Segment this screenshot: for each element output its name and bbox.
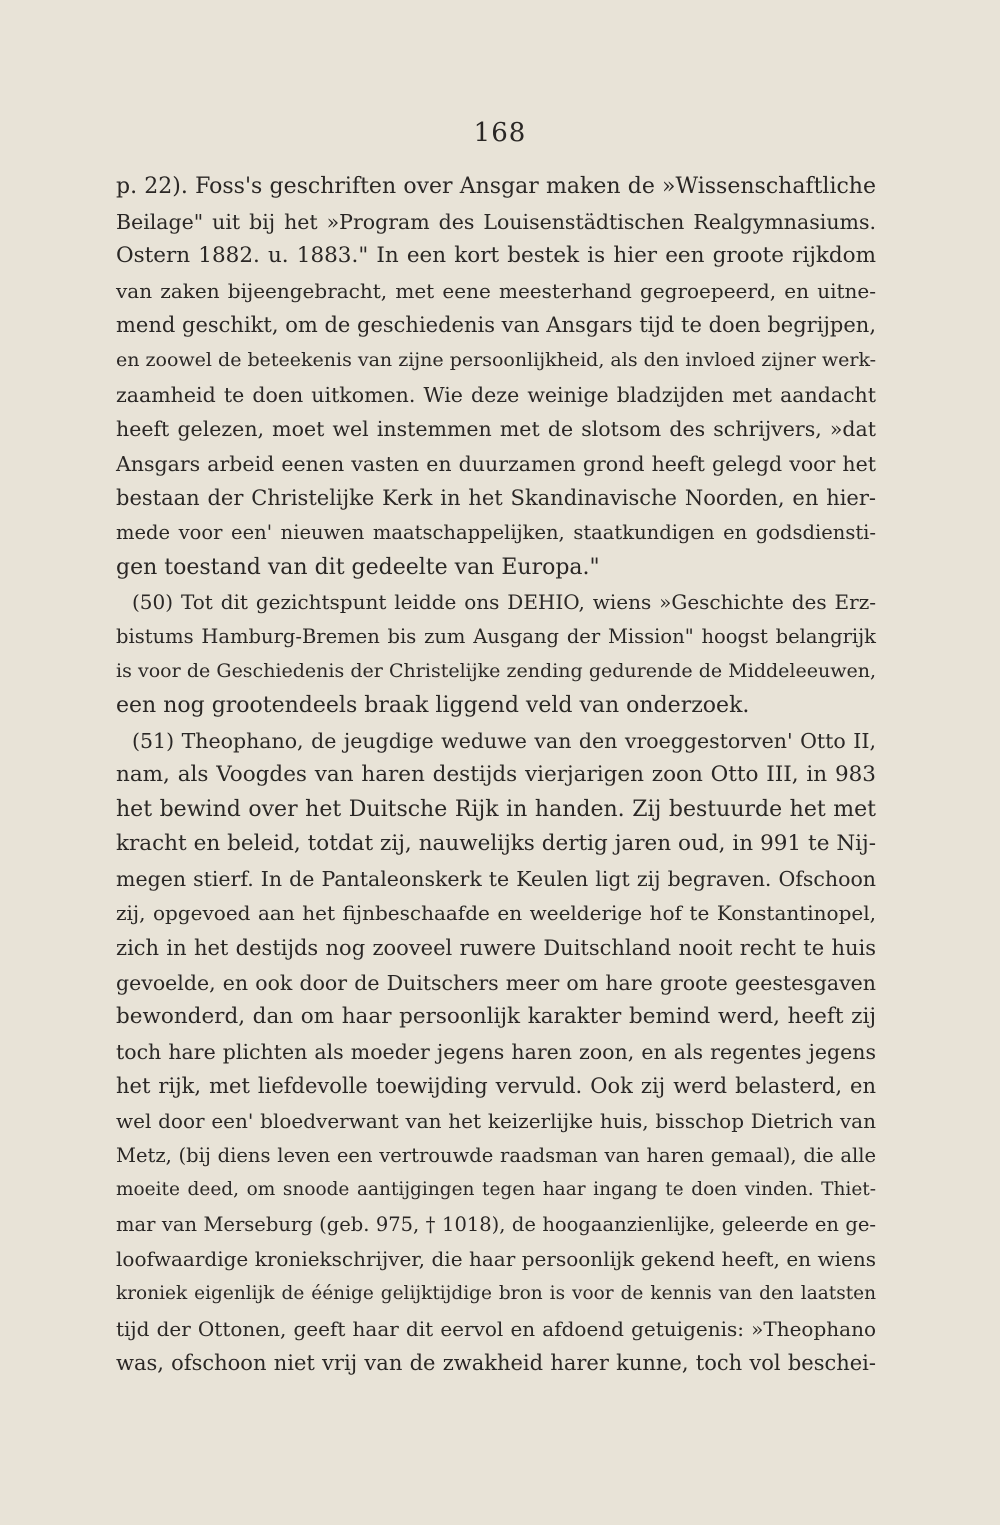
text-line: toch hare plichten als moeder jegens haren zoon, en als regentes jegens [116, 1039, 876, 1064]
text-line: moeite deed, om snoode aantijgingen tegen haar ingang te doen vinden. Thiet- [116, 1179, 876, 1201]
text-line: is voor de Geschiedenis der Christelijke zending gedurende de Middeleeuwen, [116, 660, 876, 683]
text-line: (51) Theophano, de jeugdige weduwe van den vroeggestorven' Otto II, [132, 728, 876, 753]
text-line: zaamheid te doen uitkomen. Wie deze weinige bladzijden met aandacht [116, 382, 876, 407]
text-line: bestaan der Christelijke Kerk in het Skandinavische Noorden, en hier- [116, 486, 876, 511]
text-line: zij, opgevoed aan het fijnbeschaafde en weelderige hof te Konstantinopel, [116, 901, 876, 926]
text-line: het bewind over het Duitsche Rijk in handen. Zij bestuurde het met [116, 796, 876, 822]
text-line: megen stierf. In de Pantaleonskerk te Keulen ligt zij begraven. Ofschoon [116, 866, 876, 891]
text-line: gen toestand van dit gedeelte van Europa." [116, 554, 600, 580]
text-line: kracht en beleid, totdat zij, nauwelijks dertig jaren oud, in 991 te Nij- [116, 831, 876, 857]
text-line: tijd der Ottonen, geeft haar dit eervol en afdoend getuigenis: »Theophano [116, 1316, 876, 1341]
text-line: het rijk, met liefdevolle toewijding vervuld. Ook zij werd belasterd, en [116, 1074, 876, 1099]
text-line: loofwaardige kroniekschrijver, die haar persoonlijk gekend heeft, en wiens [116, 1247, 876, 1272]
text-line: bewonderd, dan om haar persoonlijk karakter bemind werd, heeft zij [116, 1004, 876, 1030]
text-line: zich in het destijds nog zooveel ruwere Duitschland nooit recht te huis [116, 936, 876, 961]
text-line: (50) Tot dit gezichtspunt leidde ons DEHIO, wiens »Geschichte des Erz- [132, 590, 876, 615]
text-line: mede voor een' nieuwen maatschappelijken, staatkundigen en godsdiensti- [116, 520, 876, 544]
text-line: Ostern 1882. u. 1883." In een kort bestek is hier een groote rijkdom [116, 243, 876, 269]
text-line: p. 22). Foss's geschriften over Ansgar maken de »Wissenschaftliche [116, 174, 876, 199]
text-line: mend geschikt, om de geschiedenis van Ansgars tijd te doen begrijpen, [116, 313, 876, 338]
text-line: een nog grootendeels braak liggend veld van onderzoek. [116, 692, 750, 718]
text-line: heeft gelezen, moet wel instemmen met de slotsom des schrijvers, »dat [116, 417, 876, 442]
text-line: was, ofschoon niet vrij van de zwakheid harer kunne, toch vol beschei- [116, 1351, 876, 1376]
text-line: kroniek eigenlijk de éénige gelijktijdige bron is voor de kennis van den laatsten [116, 1283, 876, 1304]
body-text [116, 170, 876, 1381]
text-line: mar van Merseburg (geb. 975, † 1018), de hoogaanzienlijke, geleerde en ge- [116, 1212, 876, 1236]
text-line: Beilage" uit bij het »Program des Louisenstädtischen Realgymnasiums. [116, 209, 876, 234]
text-line: bistums Hamburg-Bremen bis zum Ausgang der Mission" hoogst belangrijk [116, 624, 876, 648]
text-line: Metz, (bij diens leven een vertrouwde raadsman van haren gemaal), die alle [116, 1143, 876, 1167]
text-line: nam, als Voogdes van haren destijds vierjarigen zoon Otto III, in 983 [116, 762, 876, 788]
text-line: wel door een' bloedverwant van het keizerlijke huis, bisschop Dietrich van [116, 1109, 876, 1134]
text-line: van zaken bijeengebracht, met eene meesterhand gegroepeerd, en uitne- [116, 278, 876, 303]
text-line: gevoelde, en ook door de Duitschers meer om hare groote geestesgaven [116, 970, 876, 995]
text-line: en zoowel de beteekenis van zijne persoonlijkheid, als den invloed zijner werk- [116, 348, 877, 371]
text-line: Ansgars arbeid eenen vasten en duurzamen grond heeft gelegd voor het [116, 451, 876, 476]
page-number: 168 [473, 118, 527, 148]
